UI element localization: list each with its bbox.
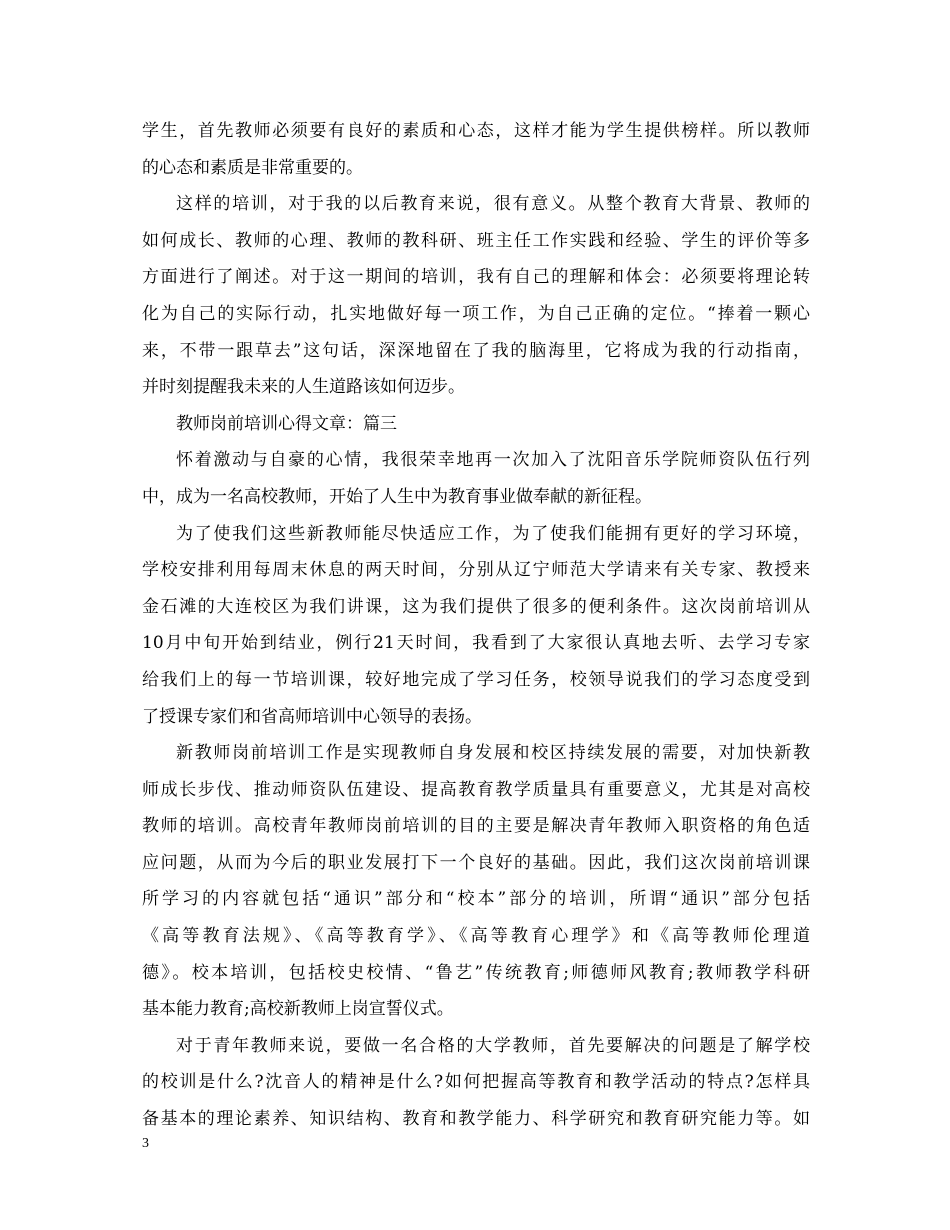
text-line: 应问题，从而为今后的职业发展打下一个良好的基础。因此，我们这次岗前培训课 — [142, 852, 810, 873]
paragraph — [142, 735, 810, 1028]
paragraph — [142, 516, 810, 736]
paragraph — [142, 442, 810, 515]
text-line: 基本能力教育;高校新教师上岗宣誓仪式。 — [142, 999, 454, 1020]
text-line: 了授课专家们和省高师培训中心领导的表扬。 — [142, 706, 482, 727]
text-line: 为了使我们这些新教师能尽快适应工作，为了使我们能拥有更好的学习环境， — [176, 523, 810, 544]
paragraph — [142, 113, 810, 186]
text-line: 中，成为一名高校教师，开始了人生中为教育事业做奉献的新征程。 — [142, 486, 652, 507]
text-line: 来，不带一跟草去”这句话，深深地留在了我的脑海里，它将成为我的行动指南， — [142, 340, 810, 361]
text-line: 对于青年教师来说，要做一名合格的大学教师，首先要解决的问题是了解学校 — [176, 1035, 810, 1056]
page-number: 3 — [142, 1136, 149, 1151]
text-line: 教师的培训。高校青年教师岗前培训的目的主要是解决青年教师入职资格的角色适 — [142, 816, 810, 837]
text-line: 10月中旬开始到结业，例行21天时间，我看到了大家很认真地去听、去学习专家 — [142, 633, 810, 654]
paragraph — [142, 186, 810, 406]
text-line: 金石滩的大连校区为我们讲课，这为我们提供了很多的便利条件。这次岗前培训从 — [142, 596, 810, 617]
text-line: 教师岗前培训心得文章：篇三 — [176, 413, 397, 434]
text-line: 《高等教育法规》、《高等教育学》、《高等教育心理学》和《高等教师伦理道 — [142, 926, 810, 947]
text-line: 并时刻提醒我未来的人生道路该如何迈步。 — [142, 377, 465, 398]
paragraph — [142, 1028, 810, 1138]
text-line: 化为自己的实际行动，扎实地做好每一项工作，为自己正确的定位。“捧着一颗心 — [142, 303, 810, 324]
text-line: 的校训是什么?沈音人的精神是什么?如何把握高等教育和教学活动的特点?怎样具 — [142, 1072, 810, 1093]
section-heading — [142, 406, 810, 443]
text-line: 方面进行了阐述。对于这一期间的培训，我有自己的理解和体会：必须要将理论转 — [142, 267, 810, 288]
text-line: 这样的培训，对于我的以后教育来说，很有意义。从整个教育大背景、教师的 — [176, 194, 810, 215]
text-line: 给我们上的每一节培训课，较好地完成了学习任务，校领导说我们的学习态度受到 — [142, 669, 810, 690]
text-line: 怀着激动与自豪的心情，我很荣幸地再一次加入了沈阳音乐学院师资队伍行列 — [176, 450, 810, 471]
text-line: 所学习的内容就包括“通识”部分和“校本”部分的培训，所谓“通识”部分包括 — [142, 889, 810, 910]
text-line: 德》。校本培训，包括校史校情、“鲁艺”传统教育;师德师风教育;教师教学科研 — [142, 962, 810, 983]
text-line: 师成长步伐、推动师资队伍建设、提高教育教学质量具有重要意义，尤其是对高校 — [142, 779, 810, 800]
document-body — [142, 113, 810, 1138]
text-line: 的心态和素质是非常重要的。 — [142, 157, 363, 178]
text-line: 新教师岗前培训工作是实现教师自身发展和校区持续发展的需要，对加快新教 — [176, 743, 810, 764]
text-line: 备基本的理论素养、知识结构、教育和教学能力、科学研究和教育研究能力等。如 — [142, 1109, 810, 1130]
text-line: 如何成长、教师的心理、教师的教科研、班主任工作实践和经验、学生的评价等多 — [142, 230, 810, 251]
text-line: 学校安排利用每周末休息的两天时间，分别从辽宁师范大学请来有关专家、教授来 — [142, 560, 810, 581]
text-line: 学生，首先教师必须要有良好的素质和心态，这样才能为学生提供榜样。所以教师 — [142, 121, 810, 141]
